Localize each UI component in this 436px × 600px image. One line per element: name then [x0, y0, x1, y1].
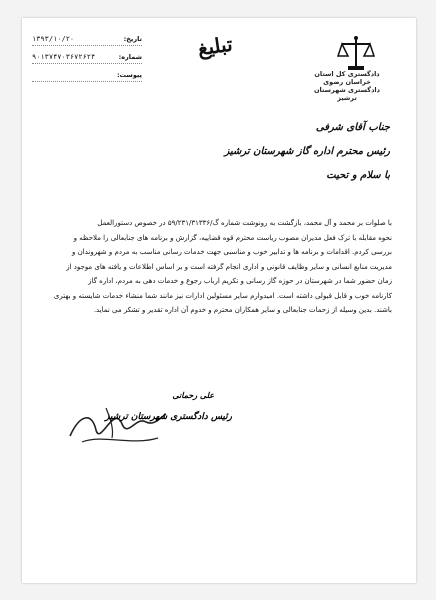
- body-line: باشند. بدین وسیله از زحمات جنابعالی و سایر همکاران محترم و خدوم آن اداره تقدیر و تشکر می نماید.: [93, 306, 392, 314]
- date-label: تاریخ:: [123, 34, 142, 43]
- greeting: با سلام و تحیت: [326, 170, 390, 181]
- signer-title: رئیس دادگستری شهرستان ترشیز: [105, 412, 232, 422]
- scales-of-justice-icon: [336, 34, 376, 74]
- letter-info: [32, 32, 142, 86]
- organization-line-2: دادگستری شهرستان ترشیز: [314, 86, 380, 102]
- number-value: ۹۰۱۳۷۴۷۰۳۶۷۲۶۲۴: [32, 52, 96, 61]
- organization-line-1: دادگستری کل استان خراسان رضوی: [314, 70, 380, 86]
- signature-block: [62, 390, 232, 460]
- classification-seal: [170, 24, 260, 76]
- date-value: ۱۳۹۳/۱۰/۲۰: [32, 34, 75, 43]
- body-line: بررسی کردم. اقدامات و برنامه ها و تدابیر خوب و مناسبی جهت خدمات رسانی مناسب به مردم و شهروندان و: [72, 248, 392, 256]
- attachment-row: [32, 68, 142, 82]
- letter-body: [52, 216, 392, 318]
- body-line: کارنامه خوب و قابل قبولی داشته است. امیدوارم سایر مسئولین ادارات نیز مانند شما منشاء خدمات شایسته و بهتری: [53, 291, 392, 300]
- body-line: نحوه مقابله با ترک فعل مدیران مصوب ریاست محترم قوه قضاییه، گزارش و برنامه های جنابعالی را ملاحظه و: [73, 233, 392, 242]
- seal-text: تبلیغ: [196, 31, 234, 61]
- number-label: شماره:: [118, 52, 142, 61]
- letter-page: [22, 18, 416, 583]
- addressee-title: رئیس محترم اداره گاز شهرستان ترشیز: [224, 146, 390, 157]
- body-line: با صلوات بر محمد و آل محمد، بازگشت به رونوشت شماره گ/۵۹/۲۳۱/۳۱۳۳۶ در خصوص دستورالعمل: [97, 219, 392, 227]
- signer-name: علی رحمانی: [172, 390, 214, 400]
- handwritten-signature: [62, 394, 172, 454]
- date-row: [32, 32, 142, 46]
- addressee-name: جناب آقای شرفی: [315, 122, 390, 133]
- letter-header: [22, 18, 416, 102]
- attachment-label: پیوست:: [116, 70, 142, 79]
- number-row: [32, 50, 142, 64]
- organization-name: [304, 70, 390, 102]
- body-line: مدیریت منابع انسانی و سایر وظایف قانونی و اداری انجام گرفته است و بر اساس اطلاعات و یافته های موجود از: [66, 262, 392, 271]
- body-line: زمان حضور شما در شهرستان در حوزه گاز رسانی و تکریم ارباب رجوع و خدمات دهی به مردم، اداره گاز: [88, 277, 392, 285]
